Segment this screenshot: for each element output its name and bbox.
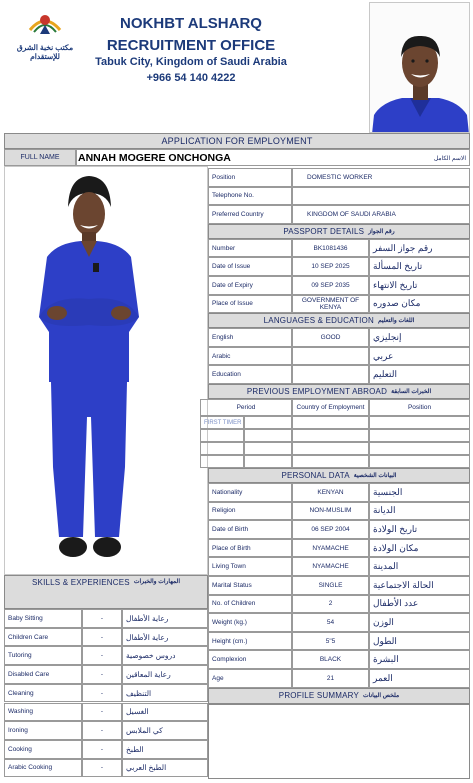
passport-row-label: Date of Issue [208,257,292,276]
personal-row-arabic: تاريخ الولادة [369,520,470,539]
company-name-line2: RECRUITMENT OFFICE [106,37,276,54]
portrait-image [370,3,470,133]
personal-row-value: NYAMACHE [292,539,369,558]
personal-header [208,468,470,483]
personal-row-arabic: عدد الأطفال [369,595,470,614]
skills-header-arabic: المهارات والخبرات [133,579,180,585]
skill-row-label: Children Care [4,628,82,647]
skill-row-value: - [82,740,122,759]
company-phone: +966 54 140 4222 [146,72,236,84]
skill-row-arabic: رعاية الأطفال [122,628,208,647]
passport-row-arabic: مكان صدوره [369,295,470,314]
full-name-value: ANNAH MOGERE ONCHONGA [76,149,470,166]
employment-row-period-to [244,455,292,468]
skill-row-arabic: رعاية المعاقين [122,665,208,684]
company-name-line1: NOKHBT ALSHARQ [120,15,262,32]
skills-header [4,575,208,609]
languages-row-arabic: إنجليزي [369,328,470,347]
personal-row-value: SINGLE [292,576,369,595]
skill-row-arabic: كي الملابس [122,721,208,740]
passport-row-arabic: تاريخ المسألة [369,257,470,276]
languages-header [208,313,470,328]
personal-row-value: 06 SEP 2004 [292,520,369,539]
employment-header [208,384,470,399]
employment-row-country [292,455,369,468]
languages-header-text: LANGUAGES & EDUCATION [263,316,374,326]
employment-row-position [369,442,470,455]
employment-header-arabic: الخبرات السابقة [391,389,432,395]
personal-row-label: Date of Birth [208,520,292,539]
skills-header-text: SKILLS & EXPERIENCES [32,578,130,587]
passport-row-value: GOVERNMENT OF KENYA [292,295,369,314]
passport-header [208,224,470,239]
profile-summary-header [208,688,470,704]
languages-row-arabic: التعليم [369,365,470,384]
portrait-photo [369,2,470,133]
personal-header-arabic: البيانات الشخصية [353,473,397,479]
personal-row-label: No. of Children [208,595,292,614]
full-name-arabic: الاسم الكامل [433,156,466,162]
personal-row-label: Complexion [208,650,292,669]
languages-row-value: GOOD [292,328,369,347]
skill-row-arabic: الغسيل [122,703,208,722]
personal-row-label: Age [208,669,292,688]
personal-row-label: Height (cm.) [208,632,292,651]
personal-row-arabic: الجنسية [369,483,470,502]
logo-emblem-icon [6,8,84,38]
skill-row-value: - [82,609,122,628]
skill-row-label: Disabled Care [4,665,82,684]
passport-row-value: 10 SEP 2025 [292,257,369,276]
passport-header-arabic: رقم الجواز [368,228,395,235]
personal-row-arabic: الديانة [369,502,470,521]
employment-col-country: Country of Employment [292,399,369,416]
personal-row-label: Marital Status [208,576,292,595]
employment-row-period-from [200,455,244,468]
passport-row-label: Place of Issue [208,295,292,314]
position-row-label: Preferred Country [208,205,292,224]
position-row-value: DOMESTIC WORKER [292,168,470,187]
company-address: Tabuk City, Kingdom of Saudi Arabia [95,56,287,68]
full-name-label: FULL NAME [4,149,76,166]
employment-col-position: Position [369,399,470,416]
personal-row-value: NYAMACHE [292,557,369,576]
passport-row-arabic: تاريخ الانتهاء [369,276,470,295]
full-body-photo [4,166,208,575]
personal-row-value: KENYAN [292,483,369,502]
languages-row-arabic: عربي [369,347,470,366]
company-logo [6,8,84,61]
personal-row-arabic: المدينة [369,557,470,576]
passport-row-arabic: رقم جواز السفر [369,239,470,258]
personal-row-label: Weight (kg.) [208,613,292,632]
personal-row-arabic: الطول [369,632,470,651]
skill-row-arabic: التنظيف [122,684,208,703]
personal-row-arabic: الوزن [369,613,470,632]
position-row-value: KINGDOM OF SAUDI ARABIA [292,205,470,224]
employment-row-position [369,429,470,442]
profile-summary-header-arabic: ملخص البيانات [363,693,400,700]
skill-row-value: - [82,684,122,703]
application-title-bar: APPLICATION FOR EMPLOYMENT [4,133,470,149]
personal-row-value: 21 [292,669,369,688]
personal-row-arabic: البشرة [369,650,470,669]
skill-row-label: Ironing [4,721,82,740]
skill-row-value: - [82,646,122,665]
skill-row-value: - [82,703,122,722]
personal-row-value: NON-MUSLIM [292,502,369,521]
passport-row-value: 09 SEP 2035 [292,276,369,295]
profile-summary-body [208,704,470,779]
employment-row-country [292,416,369,429]
personal-row-arabic: العمر [369,669,470,688]
position-row-value [292,187,470,206]
full-body-image [5,167,208,575]
employment-row-period-to [244,442,292,455]
skill-row-arabic: الطبخ العربي [122,759,208,778]
employment-row-period-from [200,429,244,442]
employment-row-position [369,455,470,468]
employment-row-period-to [244,429,292,442]
skill-row-value: - [82,721,122,740]
position-row-label: Telephone No. [208,187,292,206]
personal-row-label: Place of Birth [208,539,292,558]
personal-header-text: PERSONAL DATA [281,471,350,480]
employment-row-position [369,416,470,429]
personal-row-label: Nationality [208,483,292,502]
skill-row-label: Baby Sitting [4,609,82,628]
personal-row-arabic: الحالة الاجتماعية [369,576,470,595]
skill-row-label: Arabic Cooking [4,759,82,778]
passport-header-text: PASSPORT DETAILS [283,226,365,236]
header-section [0,0,473,133]
languages-row-label: Arabic [208,347,292,366]
employment-col-period: Period [200,399,292,416]
skill-row-label: Tutoring [4,646,82,665]
personal-row-value: BLACK [292,650,369,669]
skill-row-label: Cooking [4,740,82,759]
profile-summary-header-text: PROFILE SUMMARY [278,691,359,701]
employment-row-period-to [244,416,292,429]
logo-arabic-text: مكتب نخبة الشرق للإستقدام [16,43,74,61]
personal-row-value: 2 [292,595,369,614]
passport-row-label: Date of Expiry [208,276,292,295]
skill-row-arabic: الطبخ [122,740,208,759]
skill-row-value: - [82,628,122,647]
passport-row-label: Number [208,239,292,258]
skill-row-value: - [82,665,122,684]
employment-row-period-from [200,442,244,455]
personal-row-value: 54 [292,613,369,632]
employment-row-country [292,429,369,442]
languages-row-value [292,365,369,384]
languages-row-label: Education [208,365,292,384]
languages-row-value [292,347,369,366]
employment-header-text: PREVIOUS EMPLOYMENT ABROAD [246,387,388,396]
employment-row-period-from: FIRST TIMER [200,416,244,429]
position-row-label: Position [208,168,292,187]
skill-row-arabic: رعاية الأطفال [122,609,208,628]
languages-row-label: English [208,328,292,347]
skill-row-label: Cleaning [4,684,82,703]
skill-row-label: Washing [4,703,82,722]
languages-header-arabic: اللغات والتعليم [377,318,415,325]
employment-row-country [292,442,369,455]
skill-row-value: - [82,759,122,778]
personal-row-label: Religion [208,502,292,521]
personal-row-arabic: مكان الولادة [369,539,470,558]
personal-row-value: 5"5 [292,632,369,651]
passport-row-value: BK1081436 [292,239,369,258]
personal-row-label: Living Town [208,557,292,576]
skill-row-arabic: دروس خصوصية [122,646,208,665]
